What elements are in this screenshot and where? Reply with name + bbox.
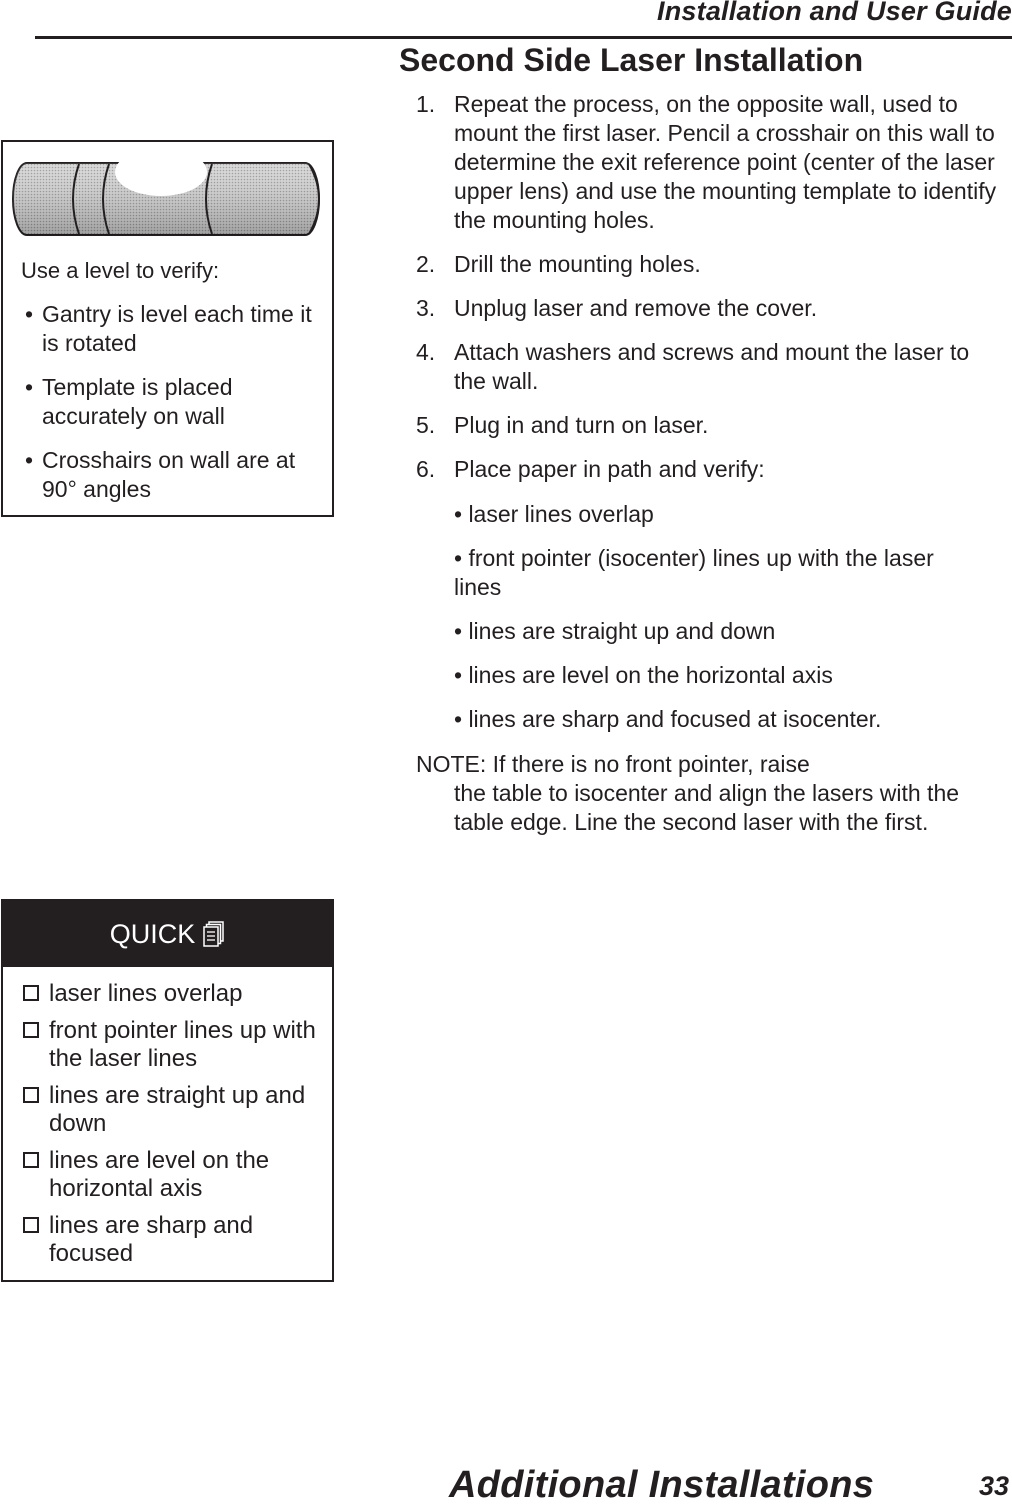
checklist-item: lines are straight up and down: [23, 1082, 323, 1138]
quick-checklist-title: QUICK: [109, 918, 196, 949]
verify-item: • lines are sharp and focused at isocenter.: [454, 706, 882, 732]
quick-checklist-box: [1, 899, 334, 1282]
page-number: 33: [978, 1471, 1009, 1501]
installation-steps: [416, 90, 1006, 499]
spirit-level-icon: [9, 160, 325, 238]
running-header-title: Installation and User Guide: [657, 0, 1012, 26]
step-item: 3. Unplug laser and remove the cover.: [416, 295, 818, 321]
verify-item: • laser lines overlap: [454, 501, 654, 527]
quick-checklist: [23, 980, 323, 1277]
verify-list: [454, 500, 974, 749]
level-tip-box: [1, 140, 334, 517]
notepad-icon: [203, 921, 225, 947]
checkbox-icon: [23, 1152, 39, 1168]
section-heading: Second Side Laser Installation: [399, 42, 864, 78]
step-item: 4. Attach washers and screws and mount the laser to the wall.: [416, 339, 970, 394]
step-item: 2. Drill the mounting holes.: [416, 251, 701, 277]
checkbox-icon: [23, 1217, 39, 1233]
checklist-item: lines are sharp and focused: [23, 1212, 323, 1268]
step-item: 1. Repeat the process, on the opposite wall, used to mount the first laser. Pencil a crosshair on this wall to determine the exit reference point (center of the laser upper lens) and use the mounting template to identify the mounting holes.: [416, 91, 997, 233]
checkbox-icon: [23, 1022, 39, 1038]
checkbox-icon: [23, 985, 39, 1001]
checkbox-icon: [23, 1087, 39, 1103]
level-intro-text: Use a level to verify:: [21, 258, 220, 283]
header-rule: [35, 36, 1012, 39]
note-paragraph: [416, 750, 1006, 837]
verify-item: • lines are level on the horizontal axis: [454, 662, 833, 688]
checklist-item: laser lines overlap: [23, 980, 323, 1008]
quick-checklist-header: [3, 901, 332, 967]
checklist-item: lines are level on the horizontal axis: [23, 1147, 323, 1203]
list-item: • Gantry is level each time it is rotated: [25, 301, 312, 356]
verify-item: • lines are straight up and down: [454, 618, 776, 644]
verify-item: • front pointer (isocenter) lines up with the laser lines: [454, 545, 934, 600]
list-item: • Crosshairs on wall are at 90° angles: [25, 447, 296, 502]
list-item: • Template is placed accurately on wall: [25, 374, 233, 429]
step-item: 6. Place paper in path and verify:: [416, 456, 765, 482]
step-item: 5. Plug in and turn on laser.: [416, 412, 709, 438]
section-footer-title: Additional Installations: [449, 1464, 875, 1506]
note-first-line: NOTE: If there is no front pointer, raise: [416, 751, 810, 777]
level-checklist: [21, 300, 321, 519]
checklist-item: front pointer lines up with the laser lines: [23, 1017, 323, 1073]
note-continuation: the table to isocenter and align the lasers with the table edge. Line the second laser with the first.: [454, 780, 960, 835]
